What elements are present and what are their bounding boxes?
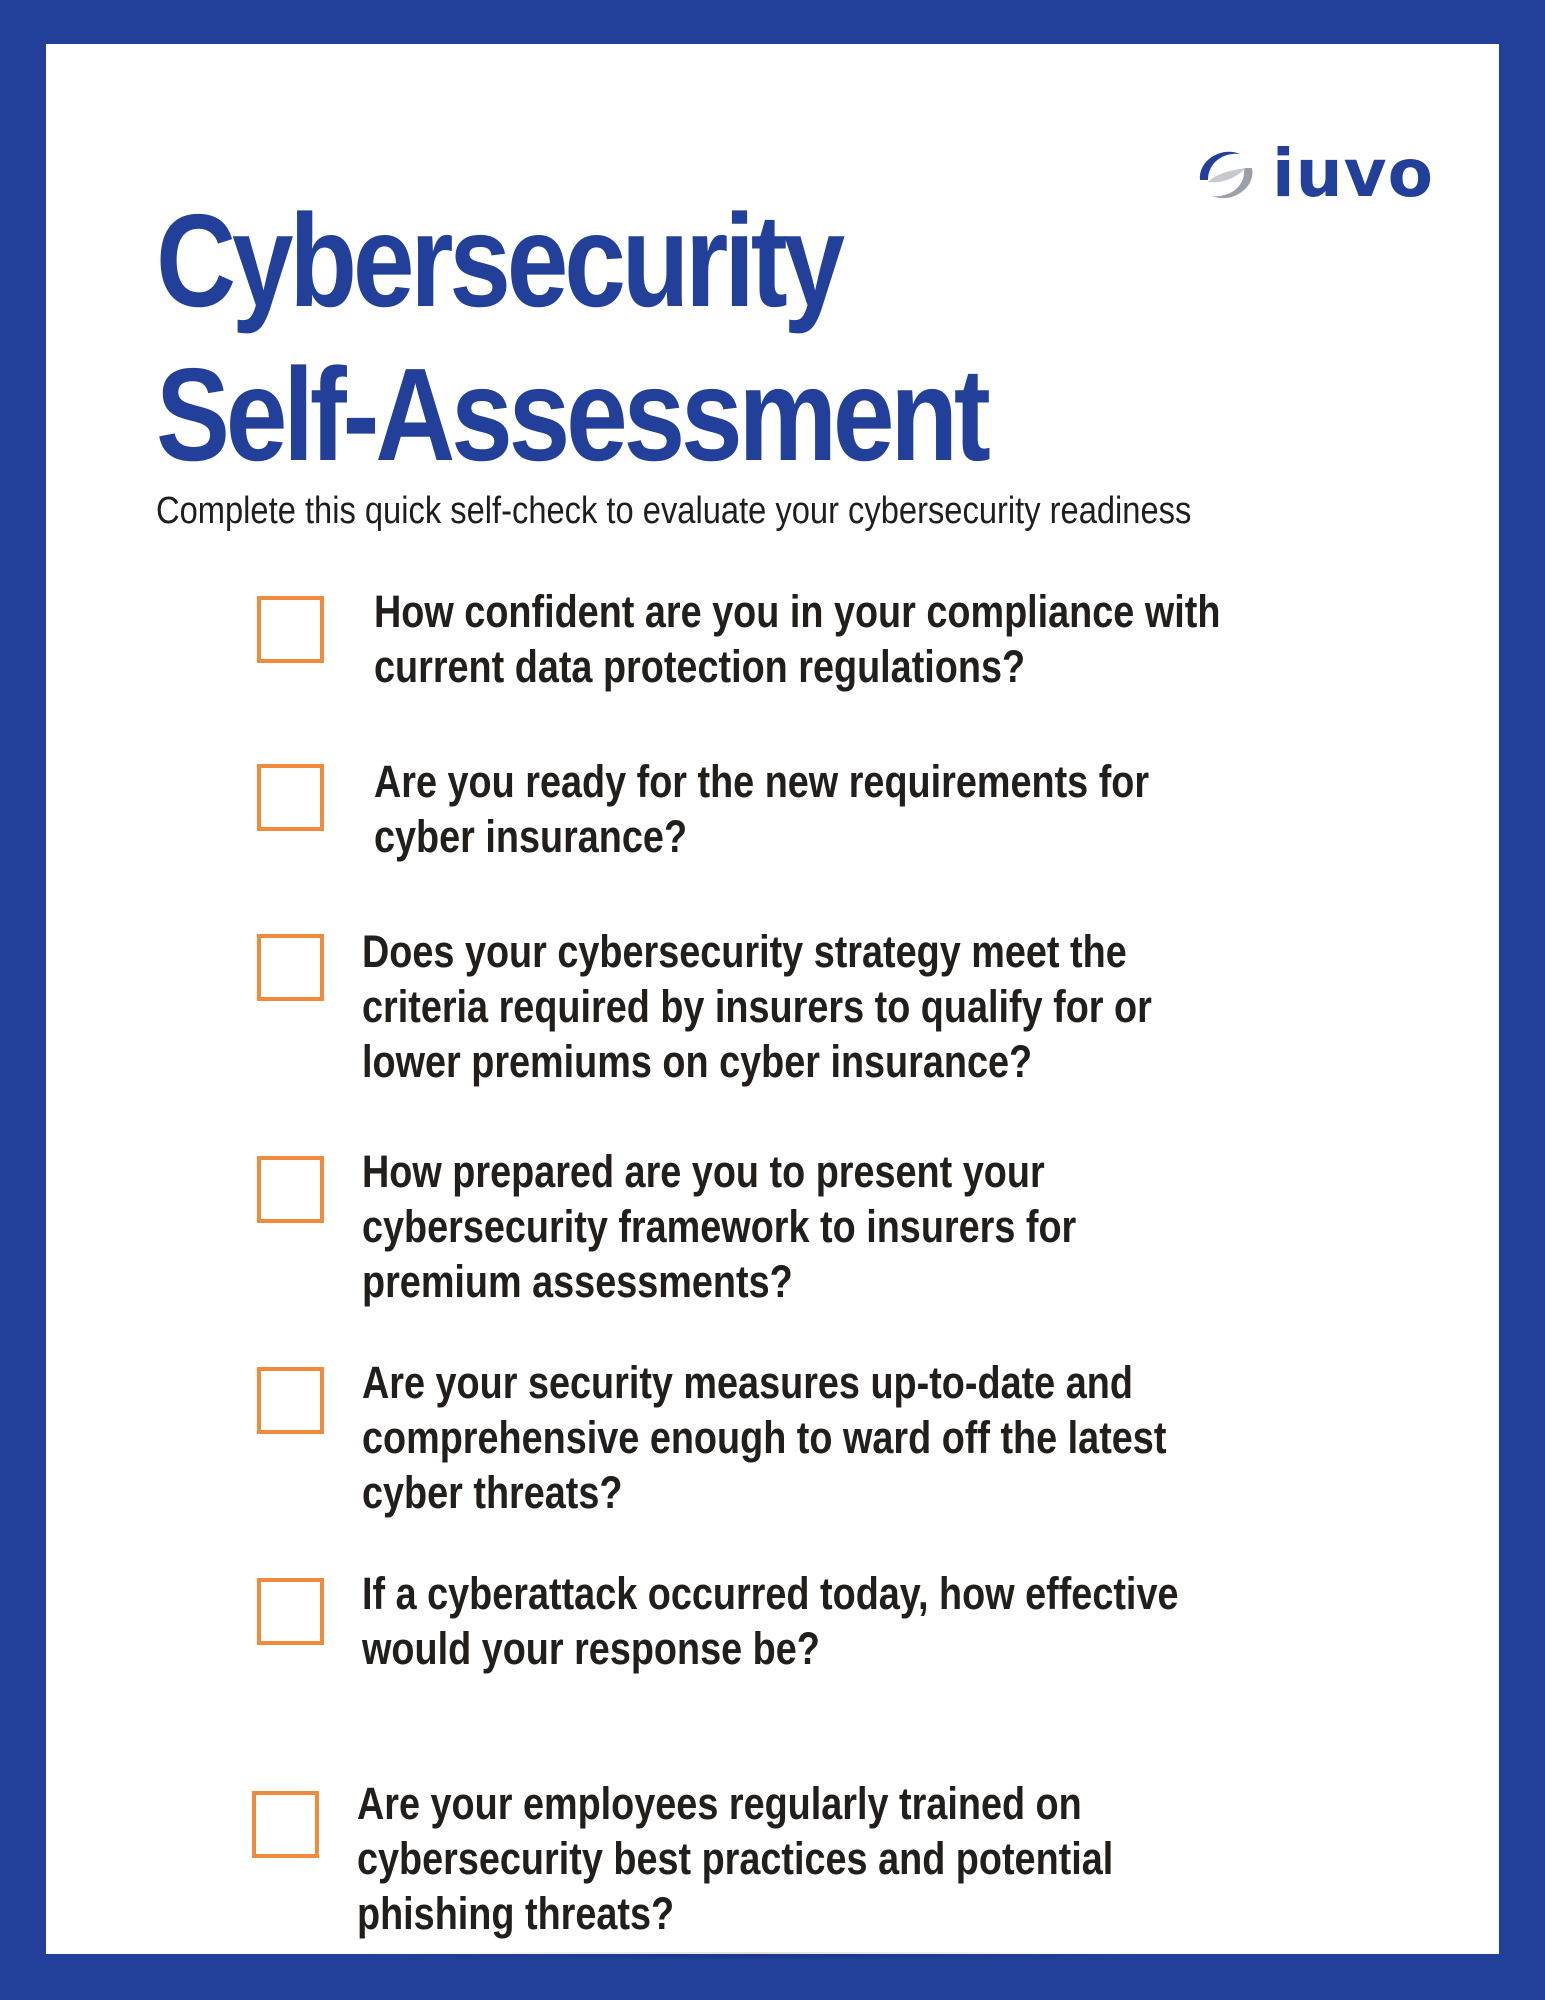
question-line: cybersecurity framework to insurers for bbox=[362, 1201, 1077, 1252]
question-line: How confident are you in your compliance with bbox=[374, 586, 1221, 637]
page-title bbox=[156, 184, 987, 492]
title-line: Cybersecurity bbox=[156, 187, 841, 334]
question-line: premium assessments? bbox=[362, 1256, 793, 1307]
question-text-1 bbox=[374, 584, 1220, 694]
question-text-7 bbox=[357, 1776, 1113, 1941]
question-line: Are your employees regularly trained on bbox=[357, 1778, 1082, 1829]
question-text-5 bbox=[362, 1355, 1166, 1520]
question-line: comprehensive enough to ward off the latest bbox=[362, 1412, 1167, 1463]
assessment-page bbox=[46, 44, 1499, 1954]
question-line: cybersecurity best practices and potential bbox=[357, 1833, 1114, 1884]
question-line: lower premiums on cyber insurance? bbox=[362, 1036, 1033, 1087]
question-line: Does your cybersecurity strategy meet the bbox=[362, 926, 1127, 977]
page-shadow bbox=[376, 1952, 1136, 1958]
question-line: How prepared are you to present your bbox=[362, 1146, 1045, 1197]
question-text-6 bbox=[362, 1566, 1178, 1676]
question-line: would your response be? bbox=[362, 1623, 820, 1674]
checkbox-6[interactable] bbox=[257, 1578, 324, 1645]
title-line: Self-Assessment bbox=[156, 341, 987, 488]
checkbox-7[interactable] bbox=[252, 1791, 319, 1858]
checkbox-2[interactable] bbox=[257, 764, 324, 831]
checkbox-5[interactable] bbox=[257, 1367, 324, 1434]
swirl-logo-icon bbox=[1194, 142, 1258, 206]
checkbox-1[interactable] bbox=[257, 596, 324, 663]
question-line: phishing threats? bbox=[357, 1888, 675, 1939]
question-line: Are your security measures up-to-date and bbox=[362, 1357, 1133, 1408]
page-subtitle: Complete this quick self-check to evaluate your cybersecurity readiness bbox=[156, 490, 1192, 532]
question-line: current data protection regulations? bbox=[374, 641, 1026, 692]
iuvo-logo bbox=[1194, 124, 1434, 224]
question-text-3 bbox=[362, 924, 1152, 1089]
question-line: If a cyberattack occurred today, how effective bbox=[362, 1568, 1179, 1619]
checkbox-4[interactable] bbox=[257, 1156, 324, 1223]
logo-wordmark: iuvo bbox=[1272, 135, 1434, 212]
question-line: criteria required by insurers to qualify for or bbox=[362, 981, 1152, 1032]
question-text-2 bbox=[374, 754, 1149, 864]
question-line: cyber threats? bbox=[362, 1467, 623, 1518]
question-line: Are you ready for the new requirements for bbox=[374, 756, 1150, 807]
question-text-4 bbox=[362, 1144, 1076, 1309]
checkbox-3[interactable] bbox=[257, 934, 324, 1001]
question-line: cyber insurance? bbox=[374, 811, 688, 862]
